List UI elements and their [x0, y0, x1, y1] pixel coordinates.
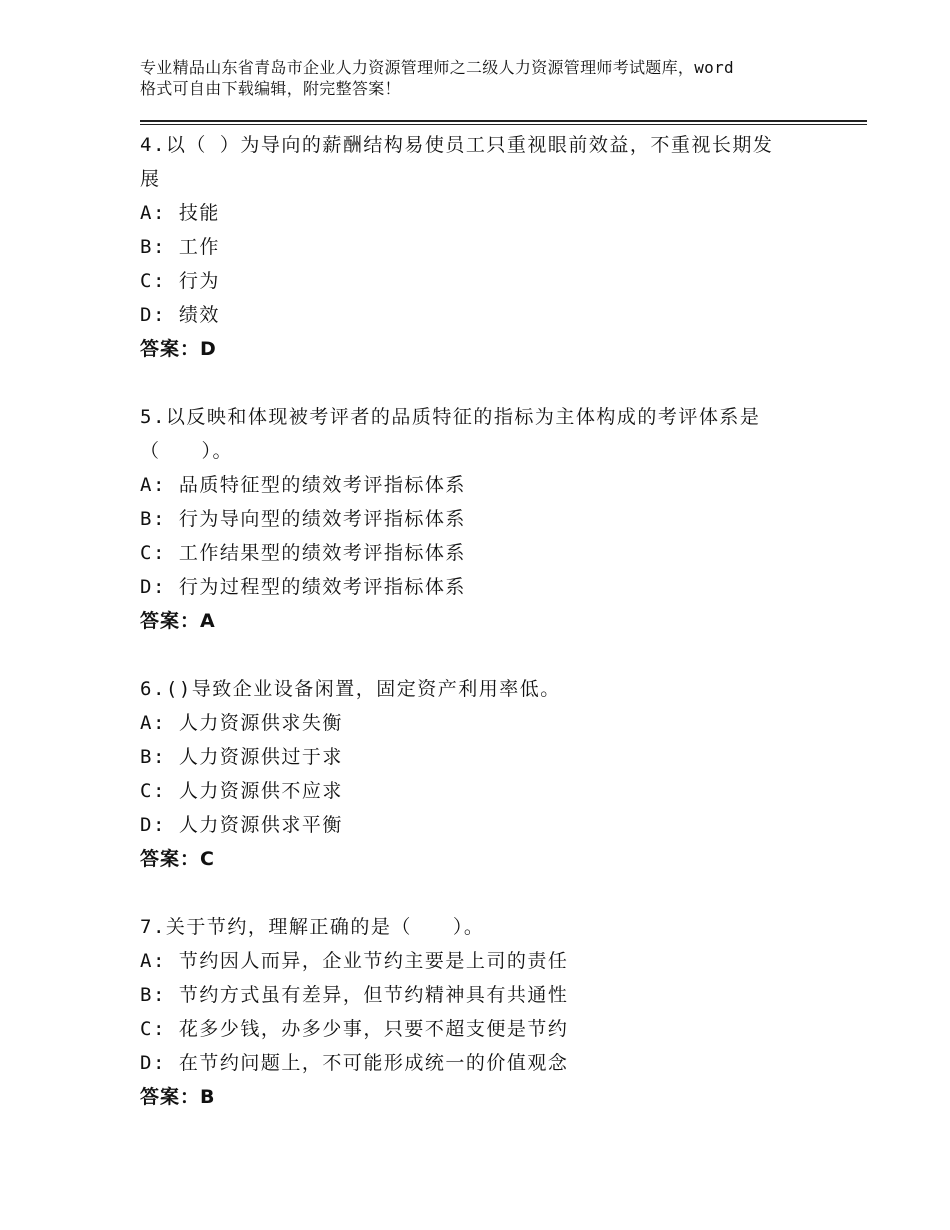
- question-stem-line-1: 6.()导致企业设备闲置，固定资产利用率低。: [140, 678, 561, 700]
- option-c: C: 人力资源供不应求: [140, 780, 343, 802]
- header-line-2: 格式可自由下载编辑，附完整答案！: [140, 79, 401, 98]
- answer: 答案：B: [140, 1086, 216, 1108]
- document-header: [140, 57, 830, 99]
- question-4: [140, 128, 840, 366]
- question-stem-line-1: 7.关于节约，理解正确的是（ ）。: [140, 916, 485, 938]
- question-6: [140, 672, 840, 876]
- question-list: [140, 128, 840, 1148]
- option-a: A: 人力资源供求失衡: [140, 712, 343, 734]
- question-stem: [140, 400, 840, 468]
- option-d: D: 人力资源供求平衡: [140, 814, 343, 836]
- answer: 答案：C: [140, 848, 215, 870]
- option-c: C: 花多少钱，办多少事，只要不超支便是节约: [140, 1018, 569, 1040]
- option-d: D: 行为过程型的绩效考评指标体系: [140, 576, 466, 598]
- answer: 答案：A: [140, 610, 216, 632]
- option-b: B: 工作: [140, 236, 220, 258]
- question-stem-line-2: （ ）。: [140, 440, 234, 462]
- question-stem-line-1: 5.以反映和体现被考评者的品质特征的指标为主体构成的考评体系是: [140, 406, 761, 428]
- header-divider-thin: [140, 124, 867, 125]
- header-line-1: 专业精品山东省青岛市企业人力资源管理师之二级人力资源管理师考试题库，word: [140, 58, 734, 77]
- option-b: B: 人力资源供过于求: [140, 746, 343, 768]
- option-a: A: 技能: [140, 202, 220, 224]
- option-d: D: 绩效: [140, 304, 220, 326]
- option-d: D: 在节约问题上，不可能形成统一的价值观念: [140, 1052, 569, 1074]
- option-c: C: 工作结果型的绩效考评指标体系: [140, 542, 466, 564]
- question-stem-line-1: 4.以（ ）为导向的薪酬结构易使员工只重视眼前效益，不重视长期发: [140, 134, 774, 156]
- header-divider-thick: [140, 120, 867, 122]
- question-stem: [140, 910, 840, 944]
- option-c: C: 行为: [140, 270, 220, 292]
- question-stem: [140, 128, 840, 196]
- question-stem: [140, 672, 840, 706]
- question-5: [140, 400, 840, 638]
- option-a: A: 节约因人而异，企业节约主要是上司的责任: [140, 950, 569, 972]
- answer: 答案：D: [140, 338, 217, 360]
- option-b: B: 节约方式虽有差异，但节约精神具有共通性: [140, 984, 569, 1006]
- option-b: B: 行为导向型的绩效考评指标体系: [140, 508, 466, 530]
- option-a: A: 品质特征型的绩效考评指标体系: [140, 474, 466, 496]
- question-7: [140, 910, 840, 1114]
- question-stem-line-2: 展: [140, 168, 161, 190]
